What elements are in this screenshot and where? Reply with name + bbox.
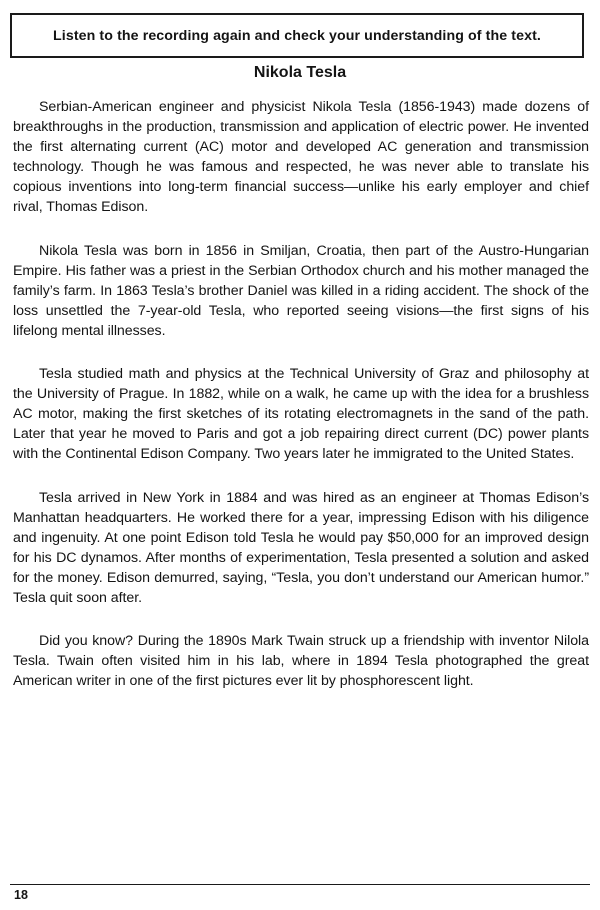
instruction-text: Listen to the recording again and check your understanding of the text. <box>53 27 541 44</box>
instruction-box <box>10 13 584 58</box>
article-title: Nikola Tesla <box>253 64 347 81</box>
footer-divider <box>10 884 590 885</box>
paragraph-early-life: Nikola Tesla was born in 1856 in Smiljan, Croatia, then part of the Austro-Hungarian Empire. His father was a priest in the Serbian Orthodox church and his mother managed the family’s farm. In 1863 Tesla’s brother Daniel was killed in a riding accident. The shock of the loss unsettled the 7-year-old Tesla, who reported seeing visions—the first signs of his lifelong mental illnesses. <box>13 242 589 339</box>
paragraph-new-york: Tesla arrived in New York in 1884 and was hired as an engineer at Thomas Edison’s Manhattan headquarters. He worked there for a year, impressing Edison with his diligence and ingenuity. At one point Edison told Tesla he would pay $50,000 for an improved design for his DC dynamos. After months of experimentation, Tesla presented a solution and asked for the money. Edison demurred, saying, “Tesla, you don’t understand our American humor.” Tesla quit soon after. <box>13 489 589 606</box>
paragraph-intro: Serbian-American engineer and physicist Nikola Tesla (1856-1943) made dozens of breakthroughs in the production, transmission and application of electric power. He invented the first alternating current (AC) motor and developed AC generation and transmission technology. Though he was famous and respected, he was never able to translate his copious inventions into long-term financial success—unlike his early employer and chief rival, Thomas Edison. <box>13 99 589 216</box>
paragraph-did-you-know: Did you know? During the 1890s Mark Twain struck up a friendship with inventor Nilola Tesla. Twain often visited him in his lab, where in 1894 Tesla photographed the great American writer in one of the first pictures ever lit by phosphorescent light. <box>13 633 589 690</box>
page-number: 18 <box>14 888 28 902</box>
article-body <box>13 97 589 714</box>
paragraph-education: Tesla studied math and physics at the Technical University of Graz and philosophy at the University of Prague. In 1882, while on a walk, he came up with the idea for a brushless AC motor, making the first sketches of its rotating electromagnets in the sand of the path. Later that year he moved to Paris and got a job repairing direct current (DC) power plants with the Continental Edison Company. Two years later he immigrated to the United States. <box>13 366 589 463</box>
